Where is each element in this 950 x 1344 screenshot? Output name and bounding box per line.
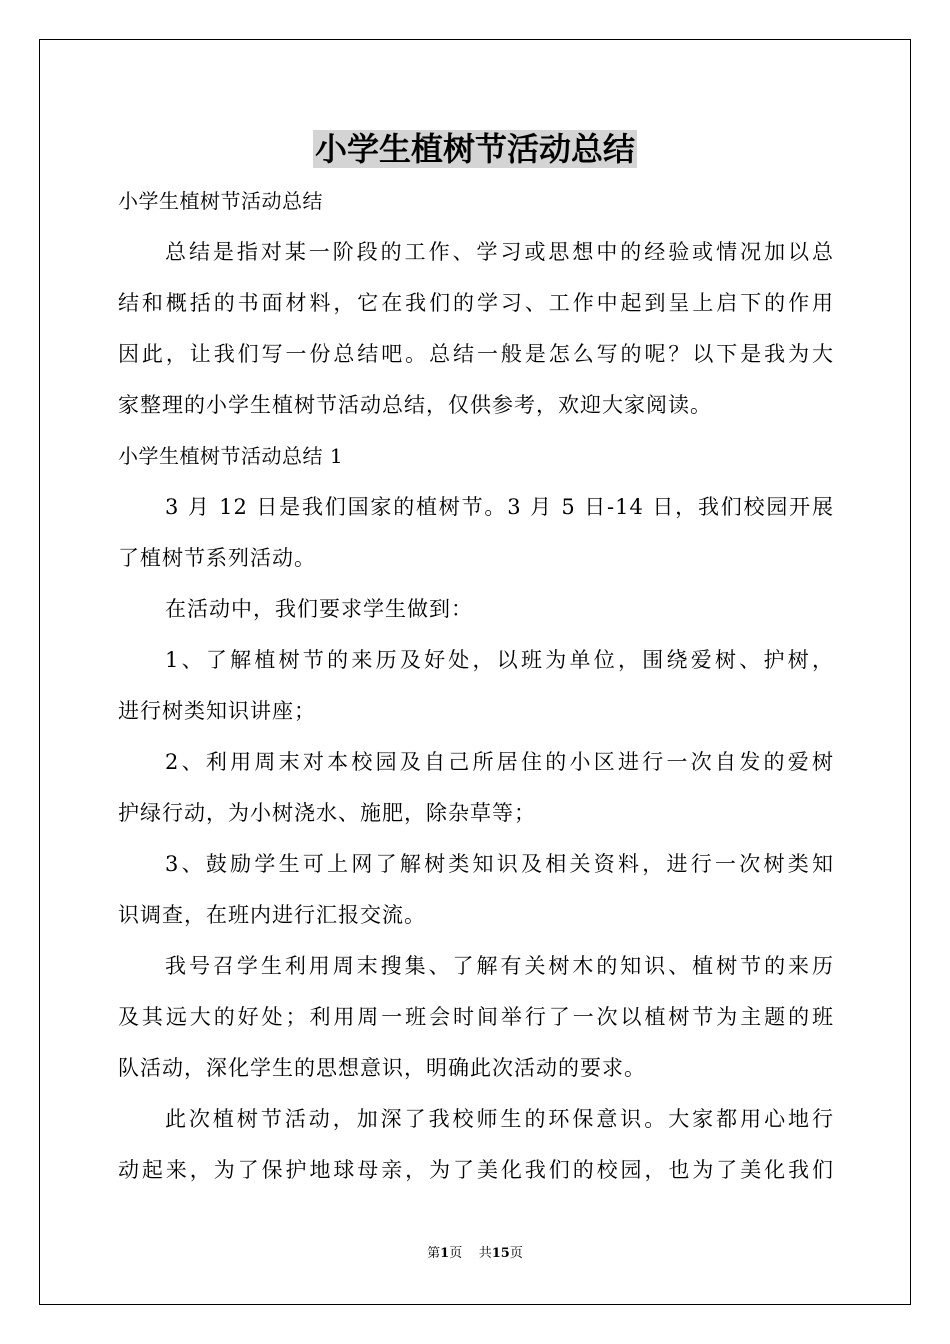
footer-page-prefix: 第 (427, 1246, 441, 1261)
page-footer (0, 1245, 950, 1263)
body-text-line: 了植树节系列活动。 (118, 546, 316, 570)
body-text-line: 2、利用周末对本校园及自己所居住的小区进行一次自发的爱树 (165, 750, 834, 774)
body-text-line: 家整理的小学生植树节活动总结，仅供参考，欢迎大家阅读。 (118, 393, 712, 417)
body-text-line: 我号召学生利用周末搜集、了解有关树木的知识、植树节的来历 (165, 954, 834, 978)
section-heading: 小学生植树节活动总结 1 (118, 444, 344, 468)
footer-total-suffix: 页 (509, 1246, 523, 1261)
document-title-text: 小学生植树节活动总结 (314, 130, 635, 168)
body-text-line: 护绿行动，为小树浇水、施肥，除杂草等； (118, 801, 536, 825)
document-body (118, 176, 834, 1196)
body-text-line: 此次植树节活动，加深了我校师生的环保意识。大家都用心地行 (165, 1107, 834, 1131)
body-text-line: 队活动，深化学生的思想意识，明确此次活动的要求。 (118, 1056, 646, 1080)
body-text-line: 3 月 12 日是我们国家的植树节。3 月 5 日-14 日，我们校园开展 (165, 495, 834, 519)
body-text-line: 因此，让我们写一份总结吧。总结一般是怎么写的呢？以下是我为大 (118, 342, 834, 366)
body-text-line: 3、鼓励学生可上网了解树类知识及相关资料，进行一次树类知 (165, 852, 834, 876)
body-text-line: 进行树类知识讲座； (118, 699, 316, 723)
body-text-line: 及其远大的好处；利用周一班会时间举行了一次以植树节为主题的班 (118, 1005, 834, 1029)
body-text-line: 结和概括的书面材料，它在我们的学习、工作中起到呈上启下的作用 (118, 291, 834, 315)
body-text-line: 1、了解植树节的来历及好处，以班为单位，围绕爱树、护树， (165, 648, 834, 672)
footer-total-prefix: 共 (478, 1246, 492, 1261)
footer-page-suffix: 页 (449, 1246, 463, 1261)
footer-total-pages: 15 (491, 1246, 510, 1261)
body-text-line: 总结是指对某一阶段的工作、学习或思想中的经验或情况加以总 (165, 240, 834, 264)
body-text-line: 在活动中，我们要求学生做到： (165, 597, 473, 621)
document-title (0, 127, 950, 171)
body-text-line: 识调查，在班内进行汇报交流。 (118, 903, 426, 927)
body-text-line: 动起来，为了保护地球母亲，为了美化我们的校园，也为了美化我们 (118, 1158, 834, 1182)
footer-page-number: 1 (440, 1246, 450, 1261)
section-heading: 小学生植树节活动总结 (118, 189, 323, 213)
